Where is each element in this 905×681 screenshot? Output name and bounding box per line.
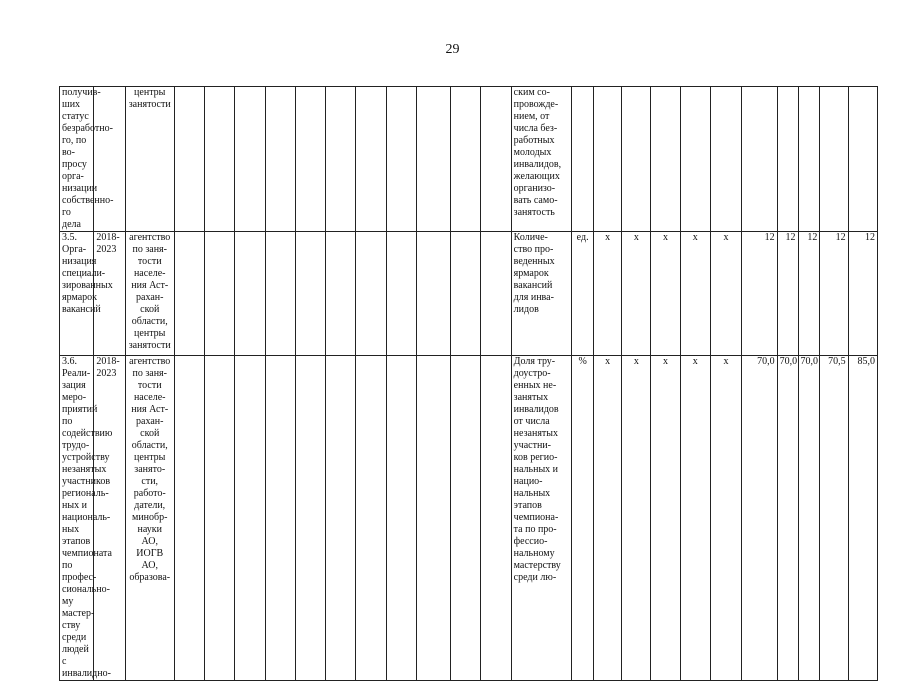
- value-cell: 70,0: [798, 356, 820, 681]
- empty-cell: [356, 232, 386, 356]
- period-cell: 2018- 2023: [94, 232, 125, 356]
- period-cell: [94, 87, 125, 232]
- unit-cell: %: [572, 356, 594, 681]
- measure-cell: 3.6. Реали- зация меро- приятий по содействию трудо- устройству незанятых участников региональ- ных и националь- ных этапов чемпионата по профес- сионально- му мастер- ству среди людей с инвалидно-: [60, 356, 94, 681]
- value-cell: х: [594, 232, 622, 356]
- value-cell: [651, 87, 680, 232]
- empty-cell: [265, 232, 295, 356]
- empty-cell: [326, 356, 356, 681]
- executor-cell: агентство по заня- тости населе- ния Аст- рахан- ской области, центры занято- сти, работо- датели, минобр- науки АО, ИОГВ АО, образова-: [125, 356, 174, 681]
- table-row: [60, 87, 878, 232]
- empty-cell: [416, 232, 450, 356]
- value-cell: [680, 87, 710, 232]
- empty-cell: [205, 87, 235, 232]
- value-cell: х: [622, 232, 651, 356]
- value-cell: х: [622, 356, 651, 681]
- empty-cell: [416, 356, 450, 681]
- empty-cell: [451, 232, 481, 356]
- value-cell: х: [680, 232, 710, 356]
- empty-cell: [174, 232, 204, 356]
- empty-cell: [174, 356, 204, 681]
- empty-cell: [174, 87, 204, 232]
- value-cell: [798, 87, 820, 232]
- value-cell: [848, 87, 877, 232]
- empty-cell: [205, 356, 235, 681]
- executor-cell: агентство по заня- тости населе- ния Аст- рахан- ской области, центры занятости: [125, 232, 174, 356]
- value-cell: 70,0: [742, 356, 777, 681]
- empty-cell: [356, 356, 386, 681]
- page-number: 29: [445, 42, 460, 57]
- value-cell: 12: [848, 232, 877, 356]
- value-cell: [710, 87, 741, 232]
- program-measures-table: [59, 86, 878, 681]
- value-cell: 70,0: [777, 356, 798, 681]
- value-cell: [820, 87, 848, 232]
- empty-cell: [356, 87, 386, 232]
- value-cell: х: [651, 356, 680, 681]
- empty-cell: [295, 87, 325, 232]
- value-cell: 12: [820, 232, 848, 356]
- empty-cell: [265, 356, 295, 681]
- period-cell: 2018- 2023: [94, 356, 125, 681]
- value-cell: 70,5: [820, 356, 848, 681]
- indicator-cell: Доля тру- доустро- енных не- занятых инвалидов от числа незанятых участни- ков регио- нальных и нацио- нальных этапов чемпиона- та по про- фессио- нальному мастерству среди лю-: [511, 356, 572, 681]
- empty-cell: [205, 232, 235, 356]
- empty-cell: [416, 87, 450, 232]
- empty-cell: [235, 356, 265, 681]
- empty-cell: [326, 87, 356, 232]
- empty-cell: [235, 232, 265, 356]
- empty-cell: [386, 87, 416, 232]
- value-cell: 85,0: [848, 356, 877, 681]
- empty-cell: [295, 356, 325, 681]
- measure-cell: получив- ших статус безработно- го, по во- просу орга- низации собственно- го дела: [60, 87, 94, 232]
- empty-cell: [326, 232, 356, 356]
- empty-cell: [481, 87, 511, 232]
- value-cell: х: [710, 356, 741, 681]
- unit-cell: ед.: [572, 232, 594, 356]
- value-cell: х: [594, 356, 622, 681]
- value-cell: х: [651, 232, 680, 356]
- value-cell: х: [680, 356, 710, 681]
- table-row: [60, 232, 878, 356]
- empty-cell: [481, 232, 511, 356]
- empty-cell: [451, 356, 481, 681]
- value-cell: [742, 87, 777, 232]
- value-cell: 12: [742, 232, 777, 356]
- unit-cell: [572, 87, 594, 232]
- executor-cell: центры занятости: [125, 87, 174, 232]
- value-cell: [594, 87, 622, 232]
- value-cell: 12: [777, 232, 798, 356]
- indicator-cell: Количе- ство про- веденных ярмарок вакансий для инва- лидов: [511, 232, 572, 356]
- empty-cell: [451, 87, 481, 232]
- value-cell: [777, 87, 798, 232]
- empty-cell: [386, 356, 416, 681]
- table-row: [60, 356, 878, 681]
- value-cell: 12: [798, 232, 820, 356]
- value-cell: [622, 87, 651, 232]
- indicator-cell: ским со- провожде- нием, от числа без- работных молодых инвалидов, желающих организо- вать само- занятость: [511, 87, 572, 232]
- empty-cell: [265, 87, 295, 232]
- empty-cell: [295, 232, 325, 356]
- empty-cell: [235, 87, 265, 232]
- measure-cell: 3.5. Орга- низация специали- зированных ярмарок вакансий: [60, 232, 94, 356]
- empty-cell: [386, 232, 416, 356]
- empty-cell: [481, 356, 511, 681]
- value-cell: х: [710, 232, 741, 356]
